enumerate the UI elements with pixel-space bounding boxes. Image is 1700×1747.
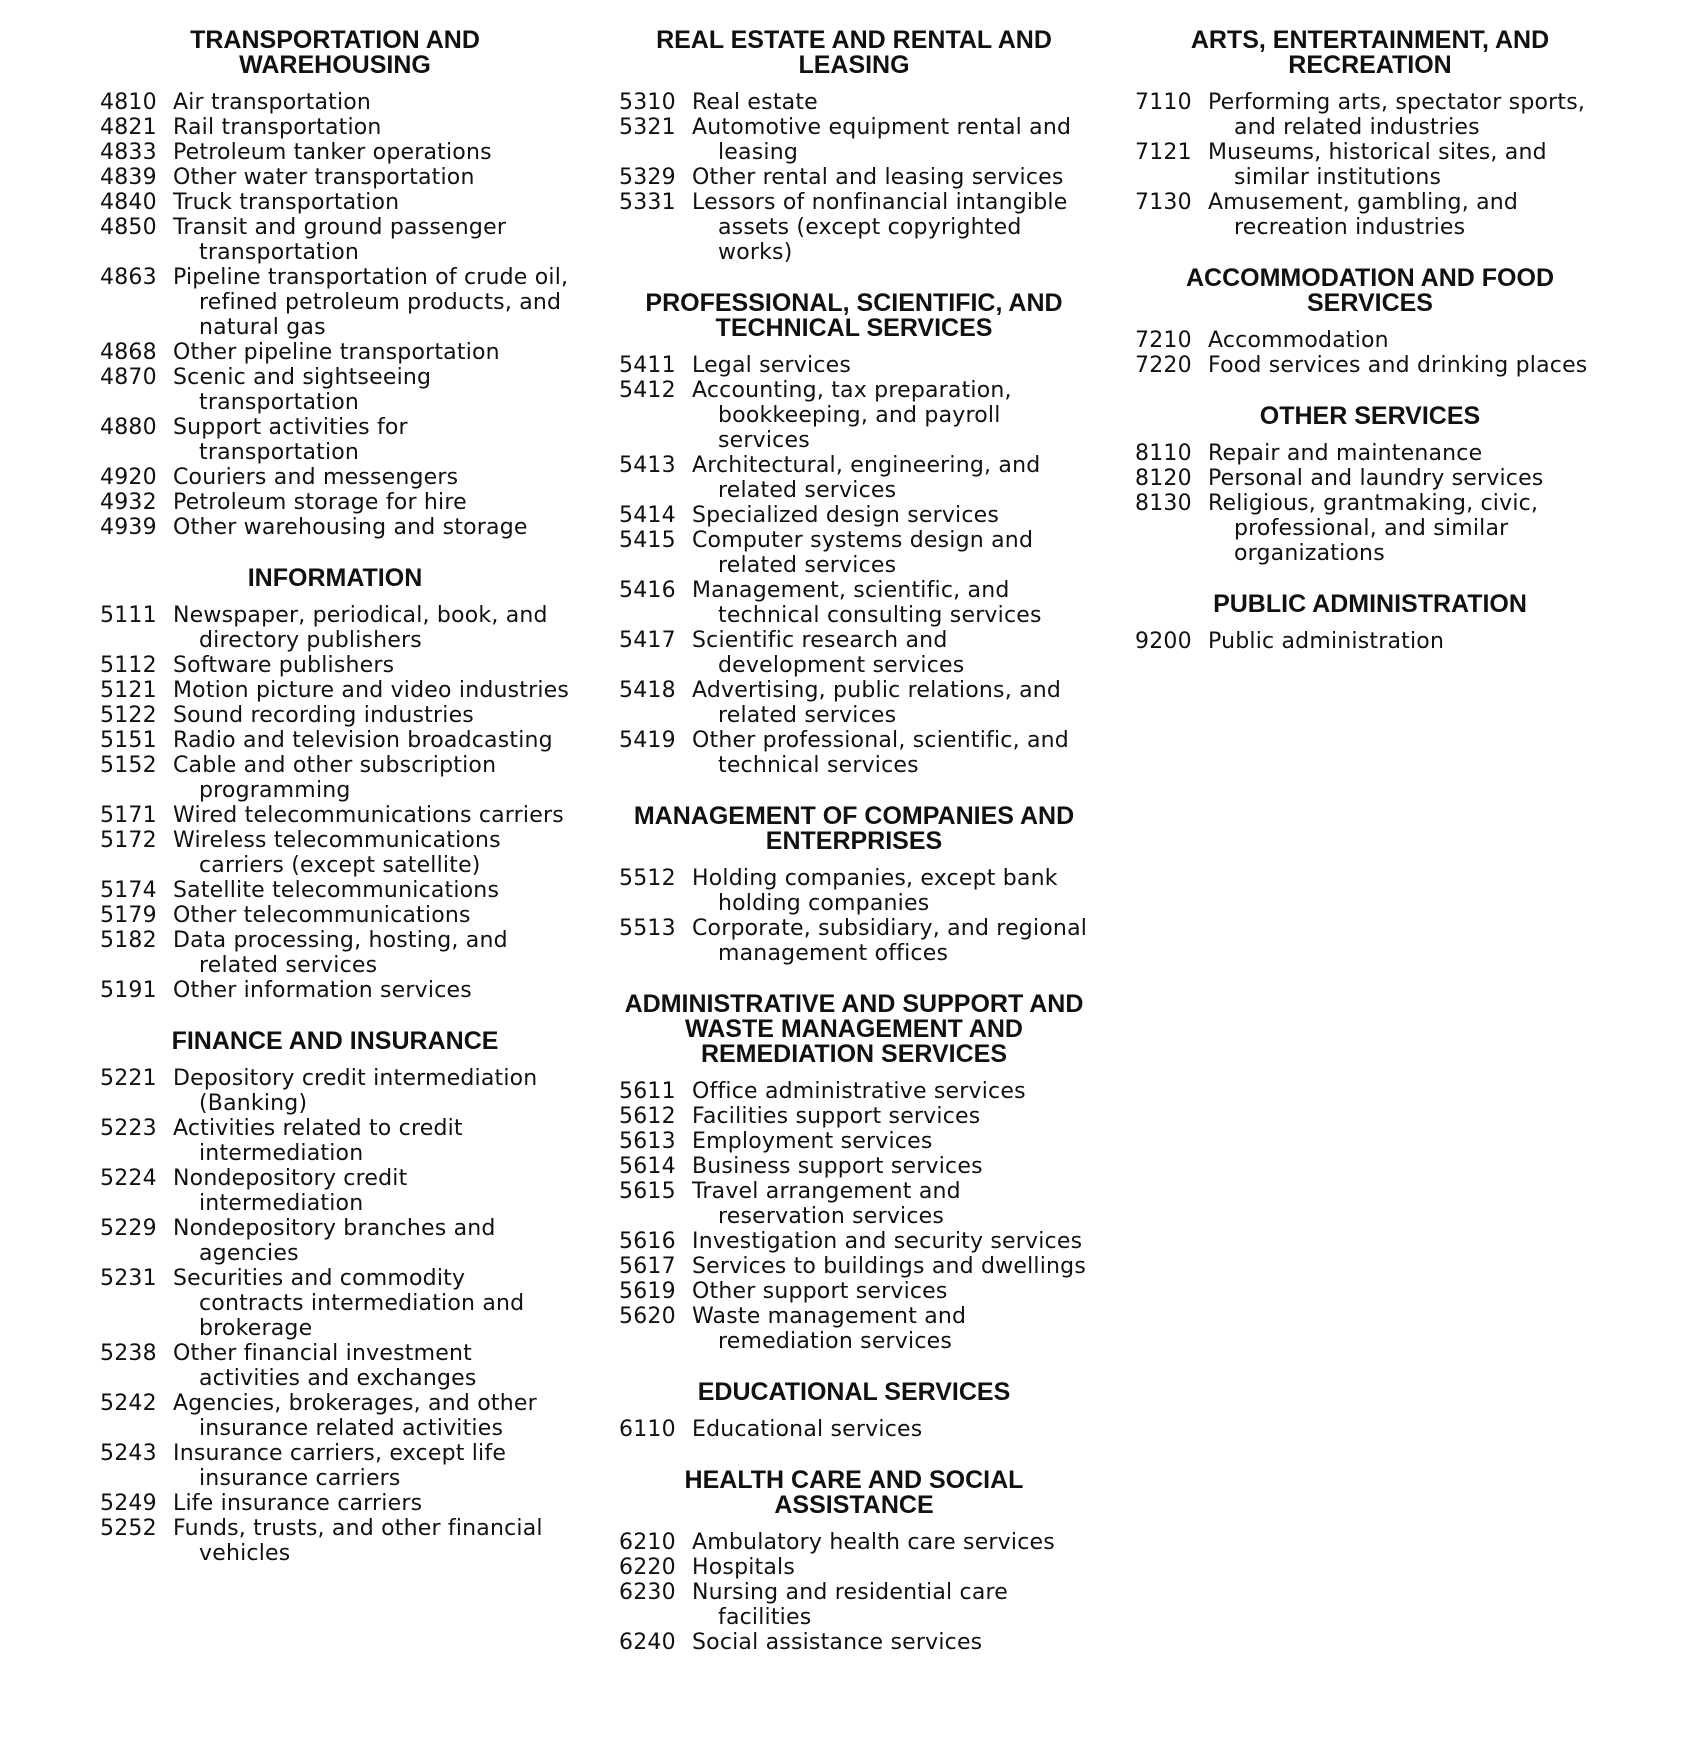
column-2 (619, 28, 1089, 1681)
industry-description: Other information services (173, 978, 472, 1003)
industry-code: 7210 (1135, 328, 1192, 353)
code-entry (619, 866, 1089, 916)
industry-description: Business support services (692, 1154, 983, 1179)
industry-section (1135, 592, 1605, 654)
code-entry (100, 903, 570, 928)
industry-description: Motion picture and video industries (173, 678, 570, 703)
industry-code: 4863 (100, 265, 157, 290)
code-entry (100, 1216, 570, 1266)
industry-description: Satellite telecommunications (173, 878, 500, 903)
industry-code: 5249 (100, 1491, 157, 1516)
industry-description: Petroleum tanker operations (173, 140, 492, 165)
industry-description: Petroleum storage for hire (173, 490, 467, 515)
industry-description: Air transportation (173, 90, 372, 115)
industry-code: 5417 (619, 628, 676, 653)
industry-code: 5310 (619, 90, 676, 115)
industry-code: 5329 (619, 165, 676, 190)
industry-description: Corporate, subsidiary, and regional management offices (692, 916, 1088, 966)
industry-code: 5238 (100, 1341, 157, 1366)
code-list (1135, 629, 1605, 654)
industry-description: Depository credit intermediation (Banking) (173, 1066, 538, 1116)
industry-code: 8110 (1135, 441, 1192, 466)
code-list (619, 353, 1089, 778)
industry-code: 5612 (619, 1104, 676, 1129)
industry-code: 5413 (619, 453, 676, 478)
industry-description: Wired telecommunications carriers (173, 803, 564, 828)
industry-description: Other rental and leasing services (692, 165, 1064, 190)
industry-code: 5224 (100, 1166, 157, 1191)
code-entry (619, 628, 1089, 678)
section-title: PROFESSIONAL, SCIENTIFIC, AND TECHNICAL SERVICES (645, 289, 1063, 342)
industry-code: 4850 (100, 215, 157, 240)
industry-description: Travel arrangement and reservation services (692, 1179, 961, 1229)
code-entry (619, 90, 1089, 115)
industry-code: 8120 (1135, 466, 1192, 491)
industry-description: Newspaper, periodical, book, and directory publishers (173, 603, 548, 653)
code-entry (1135, 90, 1605, 140)
code-list (100, 603, 570, 1003)
code-entry (619, 1179, 1089, 1229)
code-entry (100, 465, 570, 490)
industry-description: Securities and commodity contracts intermediation and brokerage (173, 1266, 525, 1341)
industry-code: 5242 (100, 1391, 157, 1416)
industry-description: Scenic and sightseeing transportation (173, 365, 432, 415)
code-list (1135, 90, 1605, 240)
code-entry (619, 1129, 1089, 1154)
industry-description: Agencies, brokerages, and other insurance related activities (173, 1391, 537, 1441)
industry-code: 4821 (100, 115, 157, 140)
industry-description: Nondepository branches and agencies (173, 1216, 496, 1266)
code-entry (619, 728, 1089, 778)
industry-code: 4868 (100, 340, 157, 365)
code-entry (619, 1580, 1089, 1630)
industry-code: 5414 (619, 503, 676, 528)
column-1 (100, 28, 570, 1592)
code-entry (619, 1154, 1089, 1179)
industry-code: 4920 (100, 465, 157, 490)
code-list (1135, 441, 1605, 566)
industry-code: 5418 (619, 678, 676, 703)
code-entry (619, 378, 1089, 453)
industry-section (1135, 404, 1605, 566)
code-entry (619, 165, 1089, 190)
code-entry (100, 803, 570, 828)
industry-description: Facilities support services (692, 1104, 981, 1129)
industry-code: 5171 (100, 803, 157, 828)
section-title: REAL ESTATE AND RENTAL AND LEASING (656, 26, 1052, 79)
industry-description: Funds, trusts, and other financial vehicles (173, 1516, 543, 1566)
code-list (1135, 328, 1605, 378)
code-entry (100, 265, 570, 340)
industry-description: Services to buildings and dwellings (692, 1254, 1086, 1279)
industry-description: Truck transportation (173, 190, 400, 215)
industry-description: Other pipeline transportation (173, 340, 500, 365)
code-entry (619, 1304, 1089, 1354)
industry-code: 5252 (100, 1516, 157, 1541)
code-list (100, 1066, 570, 1566)
industry-description: Couriers and messengers (173, 465, 459, 490)
code-entry (1135, 190, 1605, 240)
industry-code: 5620 (619, 1304, 676, 1329)
industry-description: Other telecommunications (173, 903, 471, 928)
industry-description: Social assistance services (692, 1630, 983, 1655)
industry-code: 5614 (619, 1154, 676, 1179)
industry-code: 5411 (619, 353, 676, 378)
industry-description: Radio and television broadcasting (173, 728, 553, 753)
industry-code: 5151 (100, 728, 157, 753)
industry-code: 5321 (619, 115, 676, 140)
code-entry (619, 1630, 1089, 1655)
section-title: EDUCATIONAL SERVICES (697, 1378, 1011, 1406)
industry-description: Ambulatory health care services (692, 1530, 1055, 1555)
industry-description: Educational services (692, 1417, 923, 1442)
industry-description: Wireless telecommunications carriers (except satellite) (173, 828, 501, 878)
industry-code: 4932 (100, 490, 157, 515)
code-list (619, 90, 1089, 265)
code-list (619, 1530, 1089, 1655)
industry-code: 5616 (619, 1229, 676, 1254)
industry-code: 5152 (100, 753, 157, 778)
section-title: MANAGEMENT OF COMPANIES AND ENTERPRISES (633, 802, 1075, 855)
code-list (100, 90, 570, 540)
industry-code: 7130 (1135, 190, 1192, 215)
code-entry (100, 1516, 570, 1566)
code-entry (619, 528, 1089, 578)
industry-description: Investigation and security services (692, 1229, 1083, 1254)
section-title: ARTS, ENTERTAINMENT, AND RECREATION (1190, 26, 1550, 79)
industry-code: 5174 (100, 878, 157, 903)
industry-section (1135, 266, 1605, 378)
industry-description: Specialized design services (692, 503, 1000, 528)
industry-code: 5221 (100, 1066, 157, 1091)
code-entry (1135, 441, 1605, 466)
code-entry (100, 215, 570, 265)
industry-description: Museums, historical sites, and similar institutions (1208, 140, 1547, 190)
code-entry (100, 140, 570, 165)
section-title: ADMINISTRATIVE AND SUPPORT AND WASTE MANAGEMENT AND REMEDIATION SERVICES (624, 990, 1084, 1068)
code-entry (619, 1229, 1089, 1254)
industry-code: 5172 (100, 828, 157, 853)
industry-description: Nondepository credit intermediation (173, 1166, 408, 1216)
industry-description: Transit and ground passenger transportation (173, 215, 507, 265)
section-title: INFORMATION (247, 564, 423, 592)
code-entry (619, 578, 1089, 628)
industry-code: 6210 (619, 1530, 676, 1555)
code-entry (1135, 328, 1605, 353)
industry-description: Management, scientific, and technical consulting services (692, 578, 1042, 628)
industry-description: Life insurance carriers (173, 1491, 423, 1516)
industry-description: Other water transportation (173, 165, 475, 190)
industry-code: 6110 (619, 1417, 676, 1442)
industry-description: Hospitals (692, 1555, 796, 1580)
industry-code: 7110 (1135, 90, 1192, 115)
industry-description: Cable and other subscription programming (173, 753, 497, 803)
industry-description: Advertising, public relations, and related services (692, 678, 1062, 728)
industry-code: 5617 (619, 1254, 676, 1279)
code-entry (100, 1391, 570, 1441)
code-entry (1135, 491, 1605, 566)
industry-code: 5111 (100, 603, 157, 628)
industry-description: Lessors of nonfinancial intangible assets (except copyrighted works) (692, 190, 1068, 265)
industry-description: Activities related to credit intermediation (173, 1116, 463, 1166)
code-entry (100, 90, 570, 115)
industry-code: 5179 (100, 903, 157, 928)
industry-section (100, 28, 570, 540)
code-entry (619, 1279, 1089, 1304)
industry-description: Nursing and residential care facilities (692, 1580, 1009, 1630)
industry-description: Amusement, gambling, and recreation industries (1208, 190, 1519, 240)
code-list (619, 866, 1089, 966)
industry-code: 7121 (1135, 140, 1192, 165)
industry-code: 6240 (619, 1630, 676, 1655)
industry-section (619, 1468, 1089, 1655)
industry-code: 5619 (619, 1279, 676, 1304)
industry-description: Other support services (692, 1279, 948, 1304)
industry-code: 5112 (100, 653, 157, 678)
code-entry (100, 115, 570, 140)
industry-description: Personal and laundry services (1208, 466, 1544, 491)
industry-description: Computer systems design and related services (692, 528, 1034, 578)
industry-section (619, 1380, 1089, 1442)
code-entry (100, 490, 570, 515)
industry-code: 4840 (100, 190, 157, 215)
industry-description: Accounting, tax preparation, bookkeeping, and payroll services (692, 378, 1012, 453)
code-entry (100, 1341, 570, 1391)
industry-section (100, 1029, 570, 1566)
code-entry (100, 1441, 570, 1491)
industry-code: 4810 (100, 90, 157, 115)
code-entry (100, 340, 570, 365)
section-title: ACCOMMODATION AND FOOD SERVICES (1185, 264, 1555, 317)
industry-description: Data processing, hosting, and related services (173, 928, 508, 978)
code-entry (100, 515, 570, 540)
industry-code: 5331 (619, 190, 676, 215)
industry-description: Architectural, engineering, and related services (692, 453, 1041, 503)
section-title: TRANSPORTATION AND WAREHOUSING (190, 26, 480, 79)
industry-code: 5512 (619, 866, 676, 891)
code-entry (100, 753, 570, 803)
code-list (619, 1417, 1089, 1442)
industry-section (619, 992, 1089, 1354)
industry-description: Religious, grantmaking, civic, professional, and similar organizations (1208, 491, 1539, 566)
code-entry (100, 828, 570, 878)
industry-description: Employment services (692, 1129, 933, 1154)
code-entry (1135, 140, 1605, 190)
industry-code: 5191 (100, 978, 157, 1003)
code-entry (100, 1266, 570, 1341)
industry-description: Waste management and remediation services (692, 1304, 967, 1354)
industry-code: 5513 (619, 916, 676, 941)
code-entry (619, 115, 1089, 165)
industry-description: Automotive equipment rental and leasing (692, 115, 1072, 165)
industry-code: 5613 (619, 1129, 676, 1154)
code-entry (100, 190, 570, 215)
industry-section (100, 566, 570, 1003)
industry-section (619, 291, 1089, 778)
section-title: OTHER SERVICES (1259, 402, 1481, 430)
section-title: HEALTH CARE AND SOCIAL ASSISTANCE (684, 1466, 1024, 1519)
code-entry (1135, 353, 1605, 378)
industry-code: 4833 (100, 140, 157, 165)
code-entry (100, 1116, 570, 1166)
industry-section (619, 28, 1089, 265)
industry-code: 5231 (100, 1266, 157, 1291)
industry-description: Scientific research and development services (692, 628, 965, 678)
code-entry (619, 1530, 1089, 1555)
code-entry (619, 190, 1089, 265)
code-entry (100, 165, 570, 190)
code-entry (619, 453, 1089, 503)
code-entry (100, 415, 570, 465)
industry-code: 8130 (1135, 491, 1192, 516)
code-entry (100, 1166, 570, 1216)
industry-code: 9200 (1135, 629, 1192, 654)
industry-code: 4870 (100, 365, 157, 390)
code-entry (100, 678, 570, 703)
code-entry (1135, 629, 1605, 654)
industry-code: 5615 (619, 1179, 676, 1204)
code-list (619, 1079, 1089, 1354)
code-entry (100, 365, 570, 415)
code-entry (619, 1555, 1089, 1580)
industry-code: 5415 (619, 528, 676, 553)
code-entry (100, 1066, 570, 1116)
code-entry (619, 916, 1089, 966)
industry-description: Repair and maintenance (1208, 441, 1483, 466)
industry-code: 5611 (619, 1079, 676, 1104)
industry-description: Other warehousing and storage (173, 515, 528, 540)
industry-section (1135, 28, 1605, 240)
industry-code: 5243 (100, 1441, 157, 1466)
industry-code: 4880 (100, 415, 157, 440)
section-title: FINANCE AND INSURANCE (171, 1027, 499, 1055)
industry-description: Sound recording industries (173, 703, 474, 728)
column-3 (1135, 28, 1605, 680)
industry-description: Legal services (692, 353, 852, 378)
industry-code: 5223 (100, 1116, 157, 1141)
industry-description: Support activities for transportation (173, 415, 408, 465)
industry-section (619, 804, 1089, 966)
industry-description: Food services and drinking places (1208, 353, 1588, 378)
industry-description: Performing arts, spectator sports, and related industries (1208, 90, 1586, 140)
industry-code: 5122 (100, 703, 157, 728)
code-entry (619, 1417, 1089, 1442)
industry-description: Pipeline transportation of crude oil, refined petroleum products, and natural gas (173, 265, 569, 340)
section-title: PUBLIC ADMINISTRATION (1213, 590, 1527, 618)
industry-code: 5412 (619, 378, 676, 403)
industry-code: 5182 (100, 928, 157, 953)
code-entry (619, 678, 1089, 728)
code-entry (100, 703, 570, 728)
industry-description: Other professional, scientific, and technical services (692, 728, 1069, 778)
industry-code: 6220 (619, 1555, 676, 1580)
industry-description: Real estate (692, 90, 818, 115)
industry-code: 5419 (619, 728, 676, 753)
code-entry (100, 978, 570, 1003)
industry-code: 5416 (619, 578, 676, 603)
industry-description: Accommodation (1208, 328, 1389, 353)
industry-description: Public administration (1208, 629, 1445, 654)
code-entry (619, 1104, 1089, 1129)
industry-code: 7220 (1135, 353, 1192, 378)
code-entry (619, 1254, 1089, 1279)
industry-description: Software publishers (173, 653, 395, 678)
industry-description: Other financial investment activities and exchanges (173, 1341, 477, 1391)
code-entry (619, 1079, 1089, 1104)
code-entry (619, 503, 1089, 528)
code-entry (619, 353, 1089, 378)
industry-description: Office administrative services (692, 1079, 1026, 1104)
code-entry (100, 653, 570, 678)
industry-description: Holding companies, except bank holding companies (692, 866, 1058, 916)
industry-description: Rail transportation (173, 115, 382, 140)
code-entry (1135, 466, 1605, 491)
industry-code: 4839 (100, 165, 157, 190)
code-entry (100, 878, 570, 903)
industry-code: 6230 (619, 1580, 676, 1605)
code-entry (100, 728, 570, 753)
industry-code: 5121 (100, 678, 157, 703)
industry-code: 5229 (100, 1216, 157, 1241)
code-entry (100, 928, 570, 978)
code-entry (100, 1491, 570, 1516)
industry-description: Insurance carriers, except life insurance carriers (173, 1441, 507, 1491)
code-entry (100, 603, 570, 653)
industry-code: 4939 (100, 515, 157, 540)
